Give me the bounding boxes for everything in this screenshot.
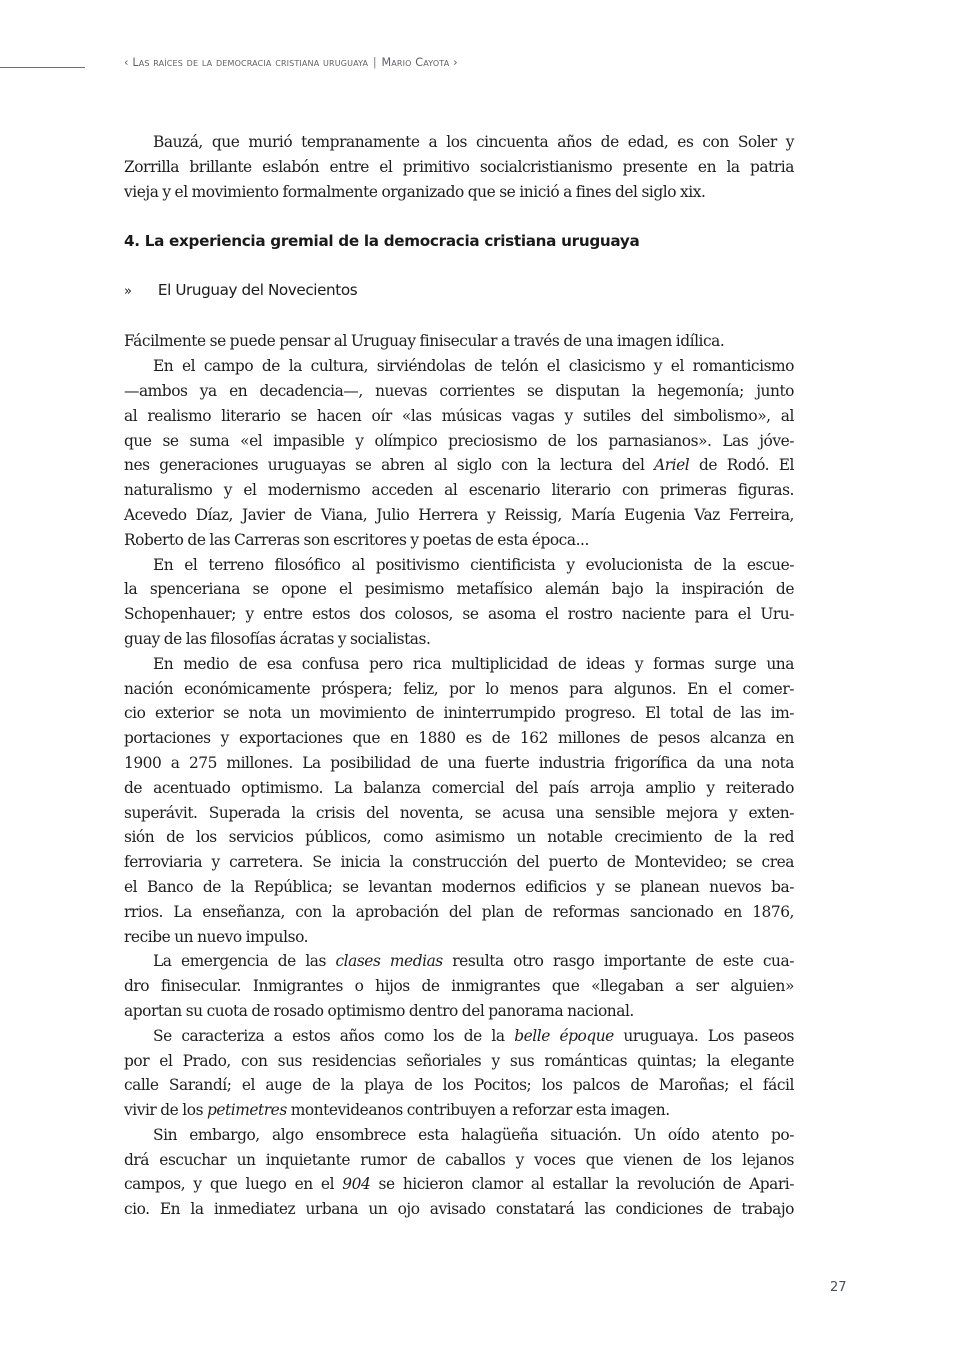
text-line: [124, 453, 794, 478]
text-line: el Banco de la República; se levantan modernos edificios y se planean nuevos ba-: [124, 877, 794, 896]
italic-term: petimetres: [206, 1101, 287, 1120]
text-line: En el terreno filosófico al positivismo cientificista y evolucionista de la escue-: [153, 555, 794, 574]
page-body: [124, 130, 794, 1222]
text-run: uruguaya. Los paseos: [613, 1026, 794, 1045]
subsection-marker: »: [124, 284, 132, 300]
text-run: de Rodó. El: [689, 456, 794, 475]
text-line: Zorrilla brillante eslabón entre el primitivo socialcristianismo presente en la patria: [124, 157, 794, 176]
text-line: de acentuado optimismo. La balanza comercial del país arroja amplio y reiterado: [124, 778, 794, 797]
text-line: nación económicamente próspera; feliz, por lo menos para algunos. En el comer-: [124, 679, 794, 698]
book-title: Las raíces de la democracia cristiana uruguaya: [132, 56, 369, 69]
text-run: se hicieron clamor al estallar la revolución de Apari-: [370, 1175, 794, 1194]
text-line: guay de las filosofías ácratas y socialistas.: [124, 629, 431, 648]
subsection-title: El Uruguay del Novecientos: [157, 281, 358, 300]
italic-term: Ariel: [654, 456, 690, 475]
running-head-text: [124, 56, 458, 69]
paragraph: [124, 652, 794, 950]
text-line: aportan su cuota de rosado optimismo dentro del panorama nacional.: [124, 1001, 634, 1020]
text-line: En medio de esa confusa pero rica multiplicidad de ideas y formas surge una: [153, 654, 794, 673]
text-run: Se caracteriza a estos años como los de la: [153, 1026, 515, 1045]
text-line: Roberto de las Carreras son escritores y poetas de esta época...: [124, 530, 589, 549]
text-line: Bauzá, que murió tempranamente a los cincuenta años de edad, es con Soler y: [153, 133, 794, 151]
text-line: cio exterior se nota un movimiento de ininterrumpido progreso. El total de las im-: [124, 704, 794, 723]
text-line: drá escuchar un inquietante rumor de caballos y voces que vienen de los lejanos: [124, 1150, 794, 1169]
text-line: portaciones y exportaciones que en 1880 es de 162 millones de pesos alcanza en: [124, 729, 794, 748]
text-line: 1900 a 275 millones. La posibilidad de una fuerte industria frigorífica da una nota: [124, 753, 794, 772]
text-line: Acevedo Díaz, Javier de Viana, Julio Herrera y Reissig, María Eugenia Vaz Ferreira,: [124, 505, 794, 524]
italic-term: clases medias: [335, 952, 443, 971]
paragraph: [124, 329, 794, 354]
text-line: por el Prado, con sus residencias señoriales y sus románticas quintas; la elegante: [124, 1051, 794, 1070]
body-paragraphs: [124, 329, 794, 1222]
open-bracket: ‹: [124, 56, 129, 69]
italic-term: 904: [342, 1175, 371, 1194]
text-line: recibe un nuevo impulso.: [124, 927, 309, 946]
text-line: [124, 1024, 794, 1049]
text-line: —ambos ya en decadencia—, nuevas corrientes se disputan la hegemonía; junto: [124, 381, 794, 400]
paragraph: [124, 553, 794, 652]
header-separator: |: [372, 56, 377, 69]
text-line: ferroviaria y carretera. Se inicia la construcción del puerto de Montevideo; se crea: [124, 853, 794, 872]
italic-term: belle époque: [514, 1026, 614, 1045]
text-run: nes generaciones uruguayas se abren al siglo con la lectura del: [124, 456, 655, 475]
text-line: En el campo de la cultura, sirviéndolas de telón el clasicismo y el romanticismo: [153, 357, 794, 376]
text-run: vivir de los: [124, 1101, 207, 1120]
text-line: calle Sarandí; el auge de la playa de los Pocitos; los palcos de Maroñas; el fácil: [124, 1076, 794, 1095]
text-line: la spenceriana se opone el pesimismo metafísico alemán bajo la inspiración de: [124, 580, 794, 599]
author-name: Mario Cayota: [381, 56, 450, 69]
text-line: [124, 1098, 794, 1123]
intro-paragraph: [124, 130, 794, 204]
text-line: [124, 1172, 794, 1197]
text-line: sión de los servicios públicos, como asimismo un notable crecimiento de la red: [124, 828, 794, 847]
text-line: al realismo literario se hacen oír «las músicas vagas y sutiles del simbolismo», al: [124, 406, 794, 425]
text-line: que se suma «el impasible y olímpico preciosismo de los parnasianos». Las jóve-: [124, 431, 794, 450]
text-line: vieja y el movimiento formalmente organizado que se inició a fines del siglo xix.: [124, 182, 706, 201]
paragraph: [124, 1024, 794, 1123]
text-run: montevideanos contribuyen a reforzar esta imagen.: [286, 1101, 670, 1120]
text-line: Sin embargo, algo ensombrece esta halagüeña situación. Un oído atento po-: [153, 1125, 794, 1144]
close-bracket: ›: [453, 56, 458, 69]
paragraph: [124, 949, 794, 1023]
text-line: rrios. La enseñanza, con la aprobación del plan de reformas sancionado en 1876,: [124, 902, 794, 921]
subsection-heading: [124, 278, 794, 302]
header-rule: [0, 67, 85, 68]
text-line: naturalismo y el modernismo acceden al escenario literario con primeras figuras.: [124, 481, 794, 500]
paragraph: [124, 354, 794, 552]
text-line: [124, 949, 794, 974]
paragraph: [124, 1123, 794, 1222]
text-line: superávit. Superada la crisis del noventa, se acusa una sensible mejora y exten-: [124, 803, 794, 822]
text-run: resulta otro rasgo importante de este cua-: [442, 952, 794, 971]
text-line: Fácilmente se puede pensar al Uruguay finisecular a través de una imagen idílica.: [124, 332, 725, 351]
text-run: La emergencia de las: [153, 952, 336, 971]
page-number: 27: [830, 1280, 847, 1295]
running-head: [0, 54, 964, 74]
text-run: campos, y que luego en el: [124, 1175, 343, 1194]
text-line: Schopenhauer; y entre estos dos colosos, se asoma el rostro naciente para el Uru-: [124, 605, 794, 624]
text-line: dro finisecular. Inmigrantes o hijos de inmigrantes que «llegaban a ser alguien»: [124, 977, 794, 996]
section-heading: 4. La experiencia gremial de la democracia cristiana uruguaya: [124, 232, 640, 251]
text-line: cio. En la inmediatez urbana un ojo avisado constatará las condiciones de trabajo: [124, 1200, 794, 1219]
